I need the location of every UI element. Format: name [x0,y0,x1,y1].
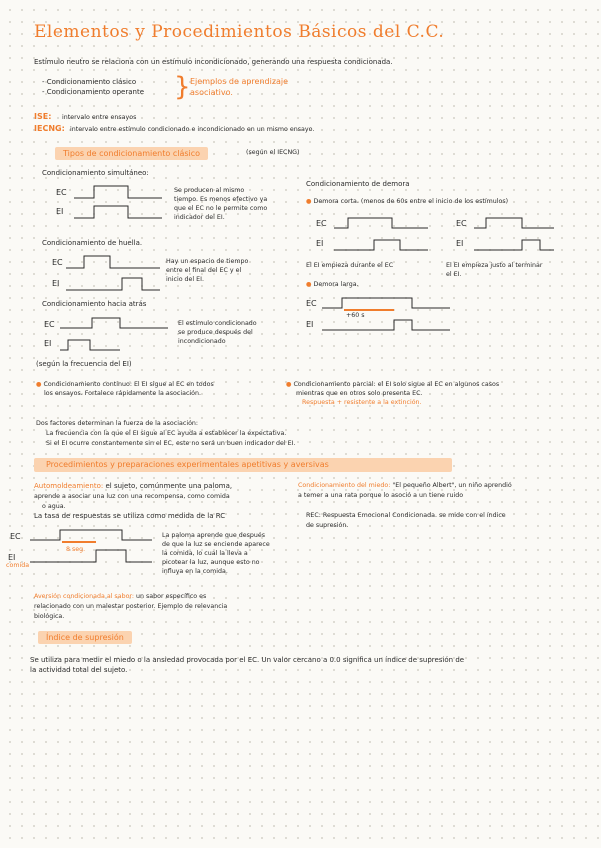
continuo-line-1: ● Condicionamiento continuo: El EI sigue al EC en todos [36,381,214,388]
example-operant: - Condicionamiento operante [42,88,144,96]
continuo-line-2: los ensayos. Fortalece rápidamente la asociación. [44,390,202,397]
tasa-text: La tasa de respuestas se utiliza como medida de la RC [34,512,226,520]
autoshaping-line-3: o agua. [42,503,66,510]
simultaneo-note-2: tiempo. Es menos efectivo ya [174,196,268,203]
demora-note-right-2: el EI. [446,271,462,278]
indice-line-1: Se utiliza para medir el miedo o la ansiedad provocada por el EC. Un valor cercano a 0.0 significa un índice de supresión de [30,656,465,664]
auto-ec-label: EC [10,532,21,541]
huella-note-3: inicio del EI. [166,276,205,283]
demora-title: Condicionamiento de demora [306,180,410,188]
atras-ec-label: EC [44,320,55,329]
sabor-line-2: relacionado con un malestar posterior. Ejemplo de relevancia [34,603,228,610]
paloma-note-3: la comida, lo cual la lleva a [162,550,248,557]
section-heading-indice: Índice de supresión [38,631,132,644]
autoshaping-diagram [30,528,154,572]
ise-term: ISE: [34,112,52,121]
simultaneo-note-1: Se producen al mismo [174,187,245,194]
atras-note-2: se produce después del [178,329,253,336]
page-title: Elementos y Procedimientos Básicos del C.C. [34,22,445,42]
demora-corta-ec-label-right: EC [456,219,467,228]
examples-note: Ejemplos de aprendizaje [190,77,289,86]
factores-line-3: Si el EI ocurre constantemente sin el EC, este no será un buen indicador del EI. [46,440,296,447]
rec-line-2: de supresión. [306,522,349,529]
atras-ei-label: EI [44,339,52,348]
sabor-line-3: biológica. [34,613,65,620]
rec-line-1: REC: Respuesta Emocional Condicionada. se mide con el índice [306,512,506,519]
huella-ei-label: EI [52,279,60,288]
miedo-line-1: Condicionamiento del miedo: "El pequeño Albert", un niño aprendió [298,482,512,489]
frecuencia-note: (según la frecuencia del EI) [36,360,132,368]
indice-line-2: la actividad total del sujeto. [30,666,128,674]
atras-signal-diagram [60,314,170,354]
demora-note-right-1: El EI empieza justo al terminar [446,262,543,269]
simultaneo-ei-label: EI [56,207,64,216]
section-heading-procedimientos: Procedimientos y preparaciones experimentales apetitivas y aversivas [46,460,329,469]
demora-corta-ec-label: EC [316,219,327,228]
atras-title: Condicionamiento hacia atrás [42,300,147,308]
ise-definition: intervalo entre ensayos [62,114,137,121]
section-heading-tipos: Tipos de condicionamiento clásico [55,147,208,160]
simultaneo-note-4: indicador del EI. [174,214,225,221]
simultaneo-signal-diagram [74,182,164,222]
huella-note-1: Hay un espacio de tiempo [166,258,249,265]
demora-corta-ei-label: EI [316,239,324,248]
atras-note-1: El estímulo condicionado [178,320,257,327]
demora-corta-diagram-right [474,214,556,256]
auto-ei-label: EI [8,553,16,562]
auto-comida-label: comida [6,562,30,569]
factores-line-2: La frecuencia con la que el EI sigue al EC ayuda a establecer la expectativa. [46,430,287,437]
paloma-note-2: de que la luz se enciende aparece [162,541,270,548]
autoshaping-line-1: Automoldeamiento: el sujeto, comúnmente una paloma, [34,482,233,490]
demora-larga-bullet: ● Demora larga. [306,281,359,288]
demora-corta-bullet: ● Demora corta. (menos de 60s entre el inicio de los estímulos) [306,198,509,205]
huella-note-2: entre el final del EC y el [166,267,242,274]
atras-note-3: incondicionado [178,338,226,345]
demora-corta-diagram-left [334,214,430,256]
brace-icon: } [174,72,191,102]
simultaneo-title: Condicionamiento simultáneo: [42,169,149,177]
demora-corta-ei-label-right: EI [456,239,464,248]
demora-larga-interval: +60 s [346,312,365,319]
parcial-line-1: ● Condicionamiento parcial: el EI solo sigue al EC en algunos casos [286,381,500,388]
demora-note-left: El EI empieza durante el EC [306,262,394,269]
parcial-line-2: mientras que en otros solo presenta EC. [296,390,423,397]
huella-signal-diagram [66,252,162,294]
section-subnote: (según el IECNG) [246,149,300,156]
demora-larga-ei-label: EI [306,320,314,329]
huella-title: Condicionamiento de huella. [42,239,143,247]
paloma-note-4: picotear la luz, aunque esto no [162,559,260,566]
sabor-line-1: Aversión condicionada al sabor: un sabor específico es [34,593,207,600]
intro-text: Estímulo neutro se relaciona con un estímulo incondicionado, generando una respuesta condicionada. [34,58,393,66]
simultaneo-ec-label: EC [56,188,67,197]
iecng-definition: intervalo entre estímulo condicionado e incondicionado en un mismo ensayo. [70,126,315,133]
simultaneo-note-3: que el EC no le permite como [174,205,268,212]
miedo-line-2: a temer a una rata porque lo asoció a un tiene ruido [298,492,464,499]
example-classical: - Condicionamiento clásico [42,78,137,86]
huella-ec-label: EC [52,258,63,267]
autoshaping-line-2: aprende a asociar una luz con una recompensa, como comida [34,493,230,500]
examples-note-2: asociativo. [190,88,233,97]
demora-larga-diagram [322,294,452,336]
demora-larga-ec-label: EC [306,299,317,308]
factores-line-1: Dos factores determinan la fuerza de la asociación: [36,420,199,427]
paloma-note-5: influya en la comida. [162,568,228,575]
iecng-term: IECNG: [34,124,65,133]
auto-interval: 8 seg. [66,546,86,553]
parcial-resistant: Respuesta + resistente a la extinción. [302,399,422,406]
paloma-note-1: La paloma aprende que después [162,532,266,539]
